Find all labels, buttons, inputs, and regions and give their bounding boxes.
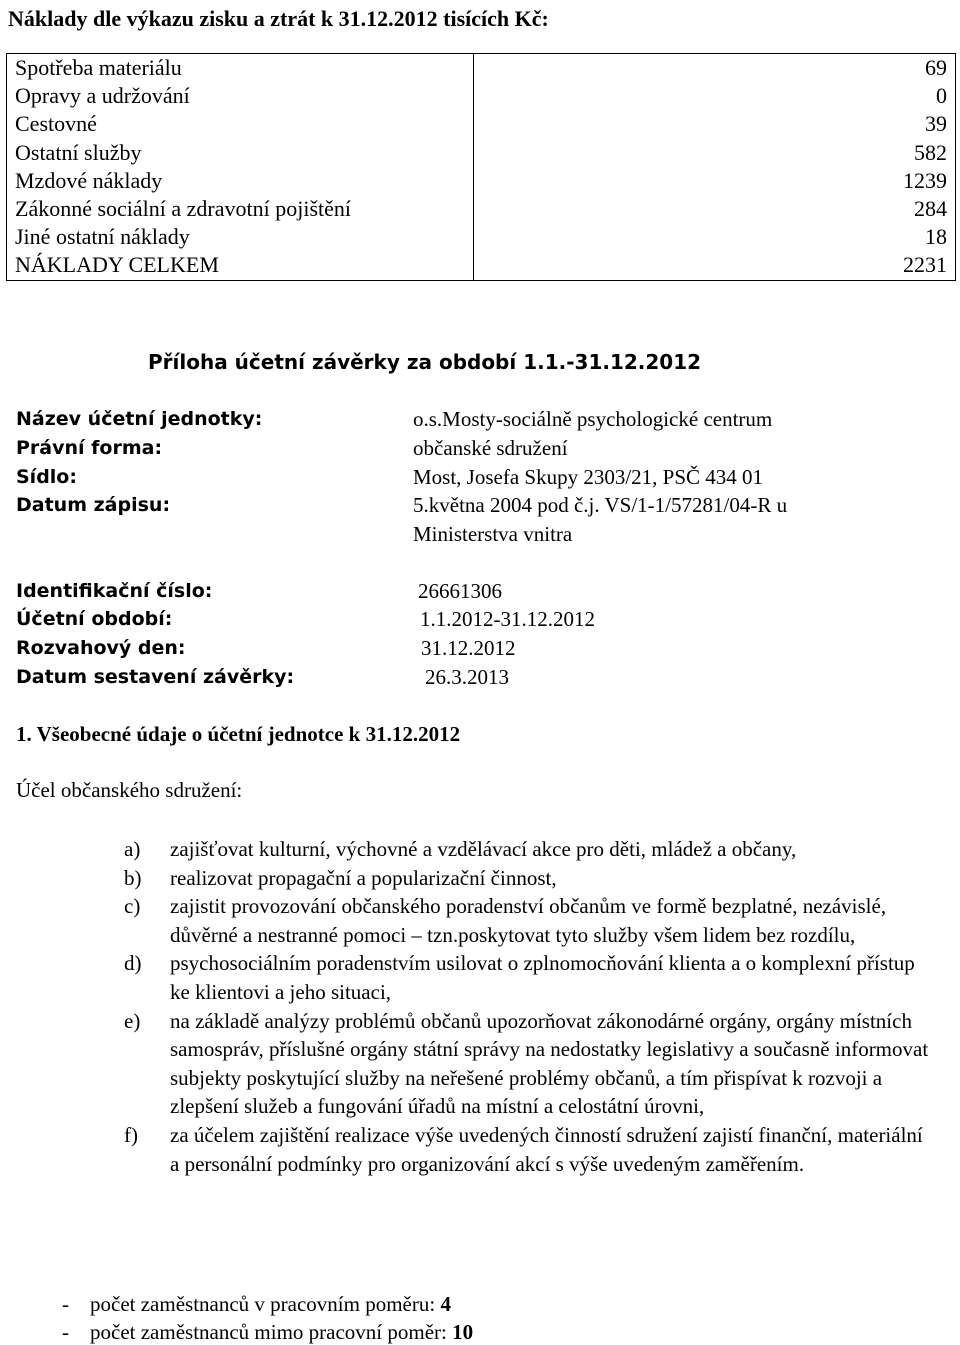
cost-value: 582 [474,139,956,167]
accounting-period-label: Účetní období: [16,608,173,630]
other-employees-line: - počet zaměstnanců mimo pracovní poměr: 10 [62,1320,474,1344]
purpose-item-marker: d) [124,951,142,976]
seat-label: Sídlo: [16,466,77,488]
registration-label: Datum zápisu: [16,494,171,516]
cost-row [7,251,956,280]
cost-row [7,223,956,251]
purpose-item [124,949,934,1006]
employees-line: - počet zaměstnanců v pracovním poměru: 4 [62,1292,451,1316]
annex-title: Příloha účetní závěrky za období 1.1.-31.12.2012 [148,350,702,374]
compiled-date-value: 26.3.2013 [425,665,509,689]
cost-value: 0 [474,82,956,110]
purpose-item [124,1007,934,1121]
purpose-item-marker: b) [124,865,142,890]
balance-date-value: 31.12.2012 [421,636,516,660]
cost-row [7,167,956,195]
purpose-item-marker: c) [124,894,141,919]
cost-label: Opravy a udržování [7,82,474,110]
compiled-date-label: Datum sestavení závěrky: [16,666,295,688]
accounting-period-value: 1.1.2012-31.12.2012 [420,607,595,631]
cost-label: Spotřeba materiálu [7,54,474,83]
cost-value: 18 [474,223,956,251]
cost-label: Mzdové náklady [7,167,474,195]
purpose-item-marker: f) [124,1122,138,1147]
cost-label: NÁKLADY CELKEM [7,251,474,280]
cost-row [7,54,956,83]
purpose-item [124,892,934,949]
seat-value: Most, Josefa Skupy 2303/21, PSČ 434 01 [413,465,764,489]
purpose-item-text: realizovat propagační a popularizační činnost, [170,865,557,890]
cost-value: 284 [474,195,956,223]
costs-table [6,53,956,281]
purpose-item-text: na základě analýzy problémů občanů upozorňovat zákonodárné orgány, orgány místních samospráv, příslušné orgány státní správy na nedostatky legislativy a současně informovat subjekty poskytující služby na neřešené problémy občanů, a tím přispívat k rozvoji a zlepšení služeb a fungování úřadů na místní a celostátní úrovni, [170,1008,929,1119]
cost-value: 1239 [474,167,956,195]
costs-heading: Náklady dle výkazu zisku a ztrát k 31.12.2012 tisících Kč: [8,6,549,31]
cost-row [7,82,956,110]
purpose-item-text: zajistit provozování občanského poradenství občanům ve formě bezplatné, nezávislé, důvěrné a nestranné pomoci – tzn.poskytovat tyto služby všem lidem bez rozdílu, [170,894,887,947]
other-employees-label: počet zaměstnanců mimo pracovní poměr: [90,1320,447,1344]
cost-row [7,139,956,167]
purpose-item-text: za účelem zajištění realizace výše uvedených činností sdružení zajistí finanční, materiální a personální podmínky pro organizování akcí s výše uvedeným zaměřením. [170,1122,923,1176]
entity-name-label: Název účetní jednotky: [16,408,263,430]
cost-row [7,110,956,138]
employees-value: 4 [440,1292,451,1316]
legal-form-value: občanské sdružení [413,436,568,460]
cost-value: 2231 [474,251,956,280]
cost-value: 39 [474,110,956,138]
employees-label: počet zaměstnanců v pracovním poměru: [90,1292,436,1316]
other-employees-value: 10 [452,1320,474,1344]
cost-row [7,195,956,223]
balance-date-label: Rozvahový den: [16,637,186,659]
cost-label: Zákonné sociální a zdravotní pojištění [7,195,474,223]
legal-form-label: Právní forma: [16,437,163,459]
purpose-list [124,835,934,1178]
purpose-item [124,864,934,893]
registration-value-line1: 5.května 2004 pod č.j. VS/1-1/57281/04-R u [413,493,788,517]
purpose-item-marker: a) [124,837,141,861]
purpose-item-marker: e) [124,1008,141,1033]
entity-name-value: o.s.Mosty-sociálně psychologické centrum [413,407,773,431]
purpose-item-text: psychosociálním poradenstvím usilovat o zplnomocňování klienta a o komplexní přístup ke klientovi a jeho situaci, [170,951,915,1004]
id-number-label: Identifikační číslo: [16,580,213,602]
purpose-item-text: zajišťovat kulturní, výchovné a vzdělávací akce pro děti, mládež a občany, [170,837,797,861]
registration-value-line2: Ministerstva vnitra [413,522,573,546]
cost-label: Jiné ostatní náklady [7,223,474,251]
cost-value: 69 [474,54,956,83]
section-1-heading: 1. Všeobecné údaje o účetní jednotce k 31.12.2012 [16,722,461,746]
cost-label: Ostatní služby [7,139,474,167]
purpose-item [124,835,934,864]
purpose-label: Účel občanského sdružení: [16,778,243,802]
id-number-value: 26661306 [418,579,502,603]
cost-label: Cestovné [7,110,474,138]
purpose-item [124,1121,934,1178]
